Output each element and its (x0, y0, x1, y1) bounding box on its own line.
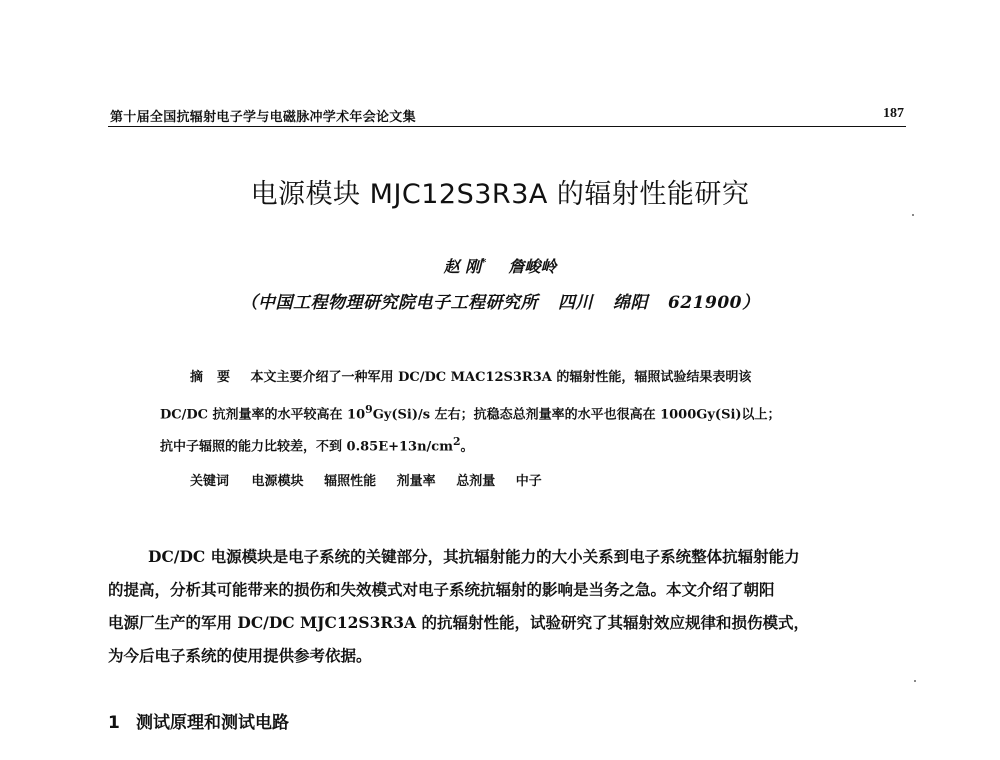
author-second: 詹峻岭 (508, 257, 557, 276)
keyword-item: 剂量率 (396, 474, 436, 489)
scan-speck (912, 214, 914, 216)
section-heading (108, 708, 289, 733)
keyword-item: 中子 (515, 474, 542, 489)
intro-paragraph (108, 540, 908, 672)
keyword-item: 辐照性能 (324, 474, 377, 489)
abstract (160, 362, 880, 458)
page-number: 187 (883, 106, 904, 121)
section-number: 1 (108, 713, 120, 733)
abstract-label: 摘要 (190, 370, 245, 385)
keyword-item: 电源模块 (251, 474, 304, 489)
affiliation-province: 四川 (558, 293, 593, 313)
keywords (190, 470, 558, 489)
abstract-line-2: DC/DC 抗剂量率的水平较高在 $10^9Gy(Si)/s$ 左右；抗稳态总剂量率的水平也很高在 1000Gy(Si)以上； (160, 403, 781, 423)
keywords-label: 关键词 (190, 474, 230, 489)
paper-title: 电源模块 MJC12S3R3A 的辐射性能研究 (250, 179, 750, 210)
journal-title: 第十届全国抗辐射电子学与电磁脉冲学术年会论文集 (110, 110, 416, 125)
affiliation (0, 288, 1000, 313)
authors (0, 254, 1000, 277)
abstract-line-3: 抗中子辐照的能力比较差，不到 $0.85E+13n/cm^2$。 (160, 435, 474, 455)
paragraph-line: 电源厂生产的军用 DC/DC MJC12S3R3A 的抗辐射性能，试验研究了其辐射效应规律和损伤模式， (108, 613, 809, 632)
affiliation-city: 绵阳 (613, 293, 648, 313)
keyword-item: 总剂量 (456, 474, 496, 489)
abstract-line-1: 摘要 本文主要介绍了一种军用 DC/DC MAC12S3R3A 的辐射性能，辐照试验结果表明该 (190, 370, 752, 385)
paragraph-line: 为今后电子系统的使用提供参考依据。 (108, 646, 372, 665)
affiliation-postal: 621900） (668, 293, 760, 313)
running-header (108, 104, 906, 127)
author-first: 赵 刚 (443, 257, 482, 276)
paragraph-line: 的提高，分析其可能带来的损伤和失效模式对电子系统抗辐射的影响是当务之急。本文介绍了朝阳 (108, 580, 775, 599)
affiliation-institution: （中国工程物理研究院电子工程研究所 (240, 293, 538, 313)
section-title: 测试原理和测试电路 (136, 713, 289, 733)
paragraph-line: DC/DC 电源模块是电子系统的关键部分，其抗辐射能力的大小关系到电子系统整体抗辐射能力 (148, 547, 800, 566)
scan-speck (914, 680, 916, 682)
author-footnote-mark: * (481, 257, 487, 269)
